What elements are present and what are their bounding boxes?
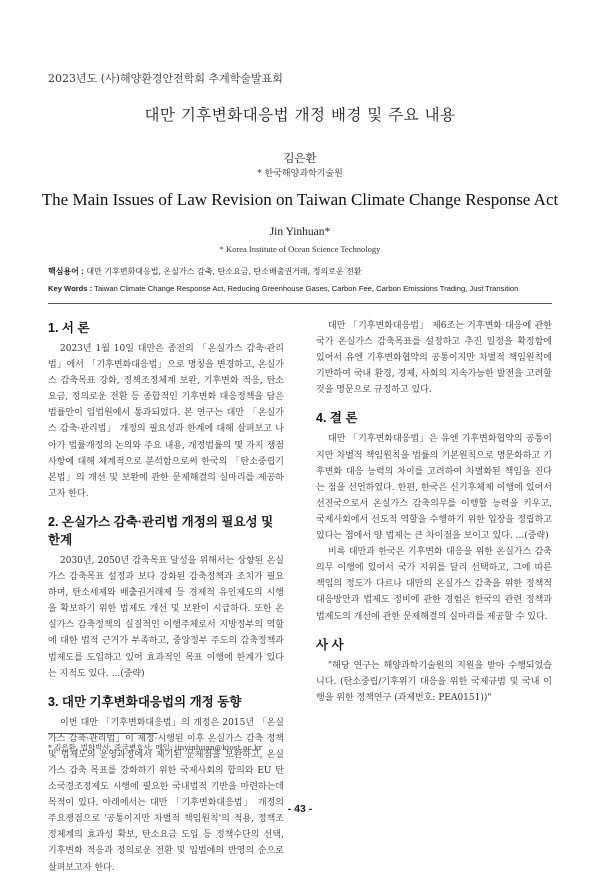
section-paragraph: 대만 「기후변화대응법」은 유엔 기후변화협약의 공통이지만 차별적 책임원칙을 법률의 기본원칙으로 명문화하고 기후변화 대응 능력의 차이를 고려하여 차별화된 책임을 진다는 점을 선언하였다. 한편, 한국은 신기후체제 이행에 있어서 선진국으로서 온실가스 감축의무를 이행할 능력을 키우고, 국제사회에서 선도적 역할을 수행하기 위한 입장을 정립하고 있다는 점에서 양 법제는 큰 차이점을 보이고 있다. ...(중략) (316, 434, 552, 542)
keywords-korean-text: 대만 기후변화대응법, 온실가스 감축, 탄소요금, 탄소배출권거래, 정의로운 전환 (86, 267, 362, 276)
header-divider (48, 303, 552, 304)
section-conclusion (316, 408, 552, 624)
footnote-divider (48, 733, 158, 734)
section-revision-trend (48, 692, 284, 876)
section-heading: 3. 대만 기후변화대응법의 개정 동향 (48, 694, 242, 709)
title-korean: 대만 기후변화대응법 개정 배경 및 주요 내용 (144, 106, 456, 124)
section-paragraph: 이번 대만 「기후변화대응법」의 개정은 2015년 「온실가스 감축·관리법」이 제정·시행된 이후 온실가스 감축 정책 및 법제도의 운영과정에서 제기된 문제점을 보완하고, 온실가스 감축 목표를 강화하기 위한 국제사회의 합의와 EU 탄소국경조정제도 시행에 필요한 국내법적 기반을 마련하는데 목적이 있다. 아래에서는 대만 「기후변화대응법」 개정의 주요쟁점으로 '공통이지만 차별적 책임원칙'의 적용, 정책조정체계의 효과성 확보, 탄소요금 도입 등 정책수단의 선택, 기후변화 적응과 정의로운 전환 및 입법에의 반영의 순으로 살펴보고자 한다. (48, 717, 284, 873)
keywords-korean (48, 266, 568, 278)
section-paragraph: 대만 「기후변화대응법」 제6조는 기후변화 대응에 관한 국가 온실가스 감축목표를 설정하고 추진 일정을 확정함에 있어서 유엔 기후변화협약의 공통이지만 차별적 책임원칙에 기반하여 국내 환경, 경제, 사회의 지속가능한 발전을 고려할 것을 명문으로 규정하고 있다. (316, 321, 552, 396)
conference-header: 2023년도 (사)해양환경안전학회 추계학술발표회 (48, 72, 283, 85)
author-english: Jin Yinhuan* (269, 226, 331, 238)
section-heading: 4. 결 론 (316, 411, 358, 426)
right-column (316, 318, 552, 716)
title-english: The Main Issues of Law Revision on Taiwan Climate Change Response Act (41, 190, 559, 209)
section-paragraph: 비록 대만과 한국은 기후변화 대응을 위한 온실가스 감축의무 이행에 있어서 국가 지위를 달리 선택하고, 그에 따른 책임의 정도가 다르나 대만의 온실가스 감축을 위한 정책적 대응방안과 법제도 정비에 관한 경험은 한국의 관련 정책과 법제도의 개선에 관한 문제해결의 실마리를 제공할 수 있다. (316, 547, 552, 622)
footnote: * 김은환, 법학박사, 중국변호사, 메일: jinyinhuan@kiost.ac.kr (48, 743, 263, 752)
section-paragraph: "해당 연구는 해양과학기술원의 지원을 받아 수행되었습니다. (탄소중립/기후위기 대응을 위한 국제규범 및 국내 이행을 위한 정책연구 (과제번호: PEA0151))" (316, 660, 552, 703)
section-revision-trend-continued (316, 318, 552, 398)
author-korean: 김은환 (283, 151, 317, 165)
keywords-english (48, 283, 568, 295)
keywords-english-text: Taiwan Climate Change Response Act, Reducing Greenhouse Gases, Carbon Fee, Carbon Emissions Trading, Just Transition (94, 284, 519, 293)
left-column (48, 318, 284, 886)
page-number: - 43 - (287, 803, 313, 815)
section-paragraph: 2023년 1월 10일 대만은 종전의 「온실가스 감축·관리법」에서 「기후변화대응법」으로 명칭을 변경하고, 온실가스 감축목표 강화, 정책조정체계 보완, 기후변화 적응, 탄소요금, 정의로운 전환 등 종합적인 기후변화 대응정책을 담은 법률안이 입법원에서 통과되었다. 본 연구는 대만 「온실가스 감축·관리법」 개정의 필요성과 한계에 대해 살펴보고 나아가 법률개정의 논의와 주요 내용, 개정법률의 몇 가지 쟁점사항에 대해 체계적으로 분석함으로써 한국의 「탄소중립기본법」의 개선 및 보완에 관한 문제해결의 실마리를 제공하고자 한다. (48, 344, 284, 499)
keywords-korean-label: 핵심용어 : (48, 267, 84, 276)
section-heading: 사 사 (316, 637, 344, 652)
section-introduction (48, 318, 284, 502)
keywords-english-label: Key Words : (48, 284, 93, 293)
section-paragraph: 2030년, 2050년 감축목표 달성을 위해서는 상향된 온실가스 감축목표 설정과 보다 강화된 감축정책과 조치가 필요하며, 탄소세제와 배출권거래제 등 경제적 유인제도의 시행을 확보하기 위한 법제도 개선 및 보완이 시급하다. 또한 온실가스 감축정책의 실질적인 이행주체로서 지방정부의 역할에 대한 법적 근거가 부족하고, 중앙정부 주도의 감축정책과 법제도를 도입하고 있어 효과적인 목표 이행에 한계가 있다는 지적도 있다. ...(중략) (48, 555, 284, 679)
affiliation-korean: * 한국해양과학기술원 (257, 169, 343, 179)
affiliation-english: * Korea Institute of Ocean Science Technology (219, 244, 381, 254)
section-necessity (48, 512, 284, 682)
section-heading: 1. 서 론 (48, 321, 90, 335)
section-heading: 2. 온실가스 감축·관리법 개정의 필요성 및 한계 (48, 514, 274, 547)
section-acknowledgement (316, 635, 552, 706)
